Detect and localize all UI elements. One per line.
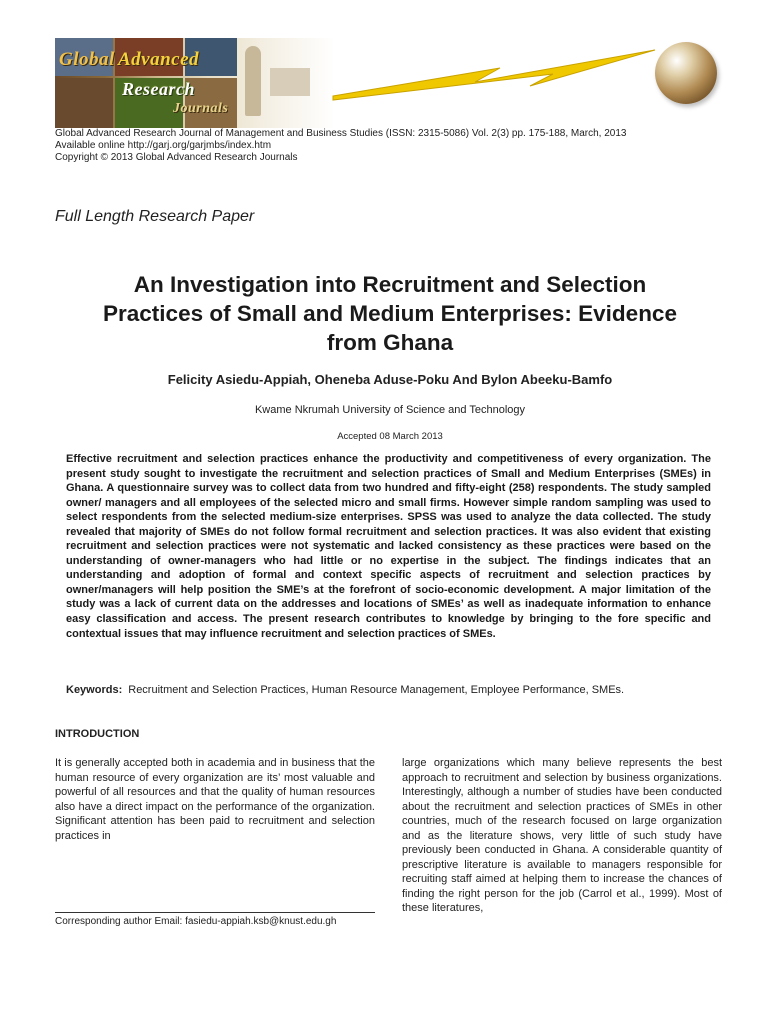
banner-photo-collage	[55, 38, 335, 128]
banner-word-global: Global	[59, 49, 115, 70]
globe-icon	[655, 42, 717, 104]
banner-word-research: Research	[122, 79, 195, 99]
intro-column-left: It is generally accepted both in academia and in business that the human resource of every organization are its’ most valuable and powerful of all resources and that the quality of human resources also have a direct impact on the performance of the organization. Significant attention has been paid to recruitment and selection practices in	[55, 757, 375, 842]
keywords-line	[66, 684, 716, 696]
journal-citation: Global Advanced Research Journal of Management and Business Studies (ISSN: 2315-5086) Vol. 2(3) pp. 175-188, March, 2013	[55, 128, 627, 139]
title-line: Practices of Small and Medium Enterprises: Evidence	[103, 301, 677, 326]
section-heading-introduction: INTRODUCTION	[55, 728, 140, 740]
title-line: from Ghana	[326, 330, 454, 355]
journal-copyright: Copyright © 2013 Global Advanced Research Journals	[55, 152, 298, 163]
intro-column-right: large organizations which many believe represents the best approach to recruitment and selection by business organizations. Interestingly, although a number of studies have been conducted about the recruitment and selection practices of SMEs in other countries, much of the research focused on large organization and as the literature shows, very little of such study have previously been conducted in Ghana. A considerable quantity of prescriptive literature is available to managers responsible for recruiting staff aimed at helping them to increase the chances of finding the right person for the job (Carrol et al., 1999). Most of these literatures,	[402, 757, 722, 914]
affiliation: Kwame Nkrumah University of Science and Technology	[254, 404, 526, 416]
abstract: Effective recruitment and selection practices enhance the productivity and competitiveness of every organization. The present study sought to investigate the recruitment and selection practices of Small and Medium Enterprises (SMEs) in Ghana. A questionnaire survey was to collect data from two hundred and fifty-eight (258) respondents. The study sampled owner/ managers and all employees of the selected micro and small firms. However simple random sampling was used to select respondents from the selected medium-size enterprises. SPSS was used to analyze the data collected. The study revealed that majority of SMEs do not follow formal recruitment and selection practices. It was also evident that existing recruitment and selection practices were not systematic and lacked consistency as these practices were based on the understanding of owner-managers who had little or no expertise in the subject. The findings indicates that an understanding and adoption of formal and context specific aspects of recruitment and selection practices by owner/managers will help position the SME’s at the forefront of socio-economic development. A major limitation of the study was a lack of current data on the addresses and locations of SMEs’ as well as inadequate information to enhance easy classification and access. The present research contributes to knowledge by bringing to the fore specific and contextual issues that may influence recruitment and selection practices of SMEs.	[66, 453, 711, 640]
paper-title	[55, 270, 725, 357]
title-line: An Investigation into Recruitment and Selection	[133, 272, 647, 297]
footnote-divider	[55, 912, 375, 913]
corresponding-author-footnote: Corresponding author Email: fasiedu-appiah.ksb@knust.edu.gh	[55, 916, 337, 927]
journal-banner	[55, 38, 725, 128]
banner-figure	[245, 46, 261, 116]
banner-tile	[270, 68, 310, 96]
keywords-label: Keywords:	[66, 684, 123, 696]
journal-availability: Available online http://garj.org/garjmbs/index.htm	[55, 140, 272, 151]
banner-word-advanced: Advanced	[118, 49, 200, 70]
accepted-date: Accepted 08 March 2013	[337, 431, 443, 442]
keywords-text: Recruitment and Selection Practices, Human Resource Management, Employee Performance, SMEs.	[128, 684, 625, 696]
author-list: Felicity Asiedu-Appiah, Oheneba Aduse-Poku And Bylon Abeeku-Bamfo	[167, 372, 613, 387]
banner-tile	[55, 78, 113, 128]
journal-meta	[55, 128, 725, 164]
paper-type: Full Length Research Paper	[55, 208, 255, 225]
banner-word-journals: Journals	[173, 101, 229, 116]
lightning-bolt-icon	[325, 38, 665, 108]
